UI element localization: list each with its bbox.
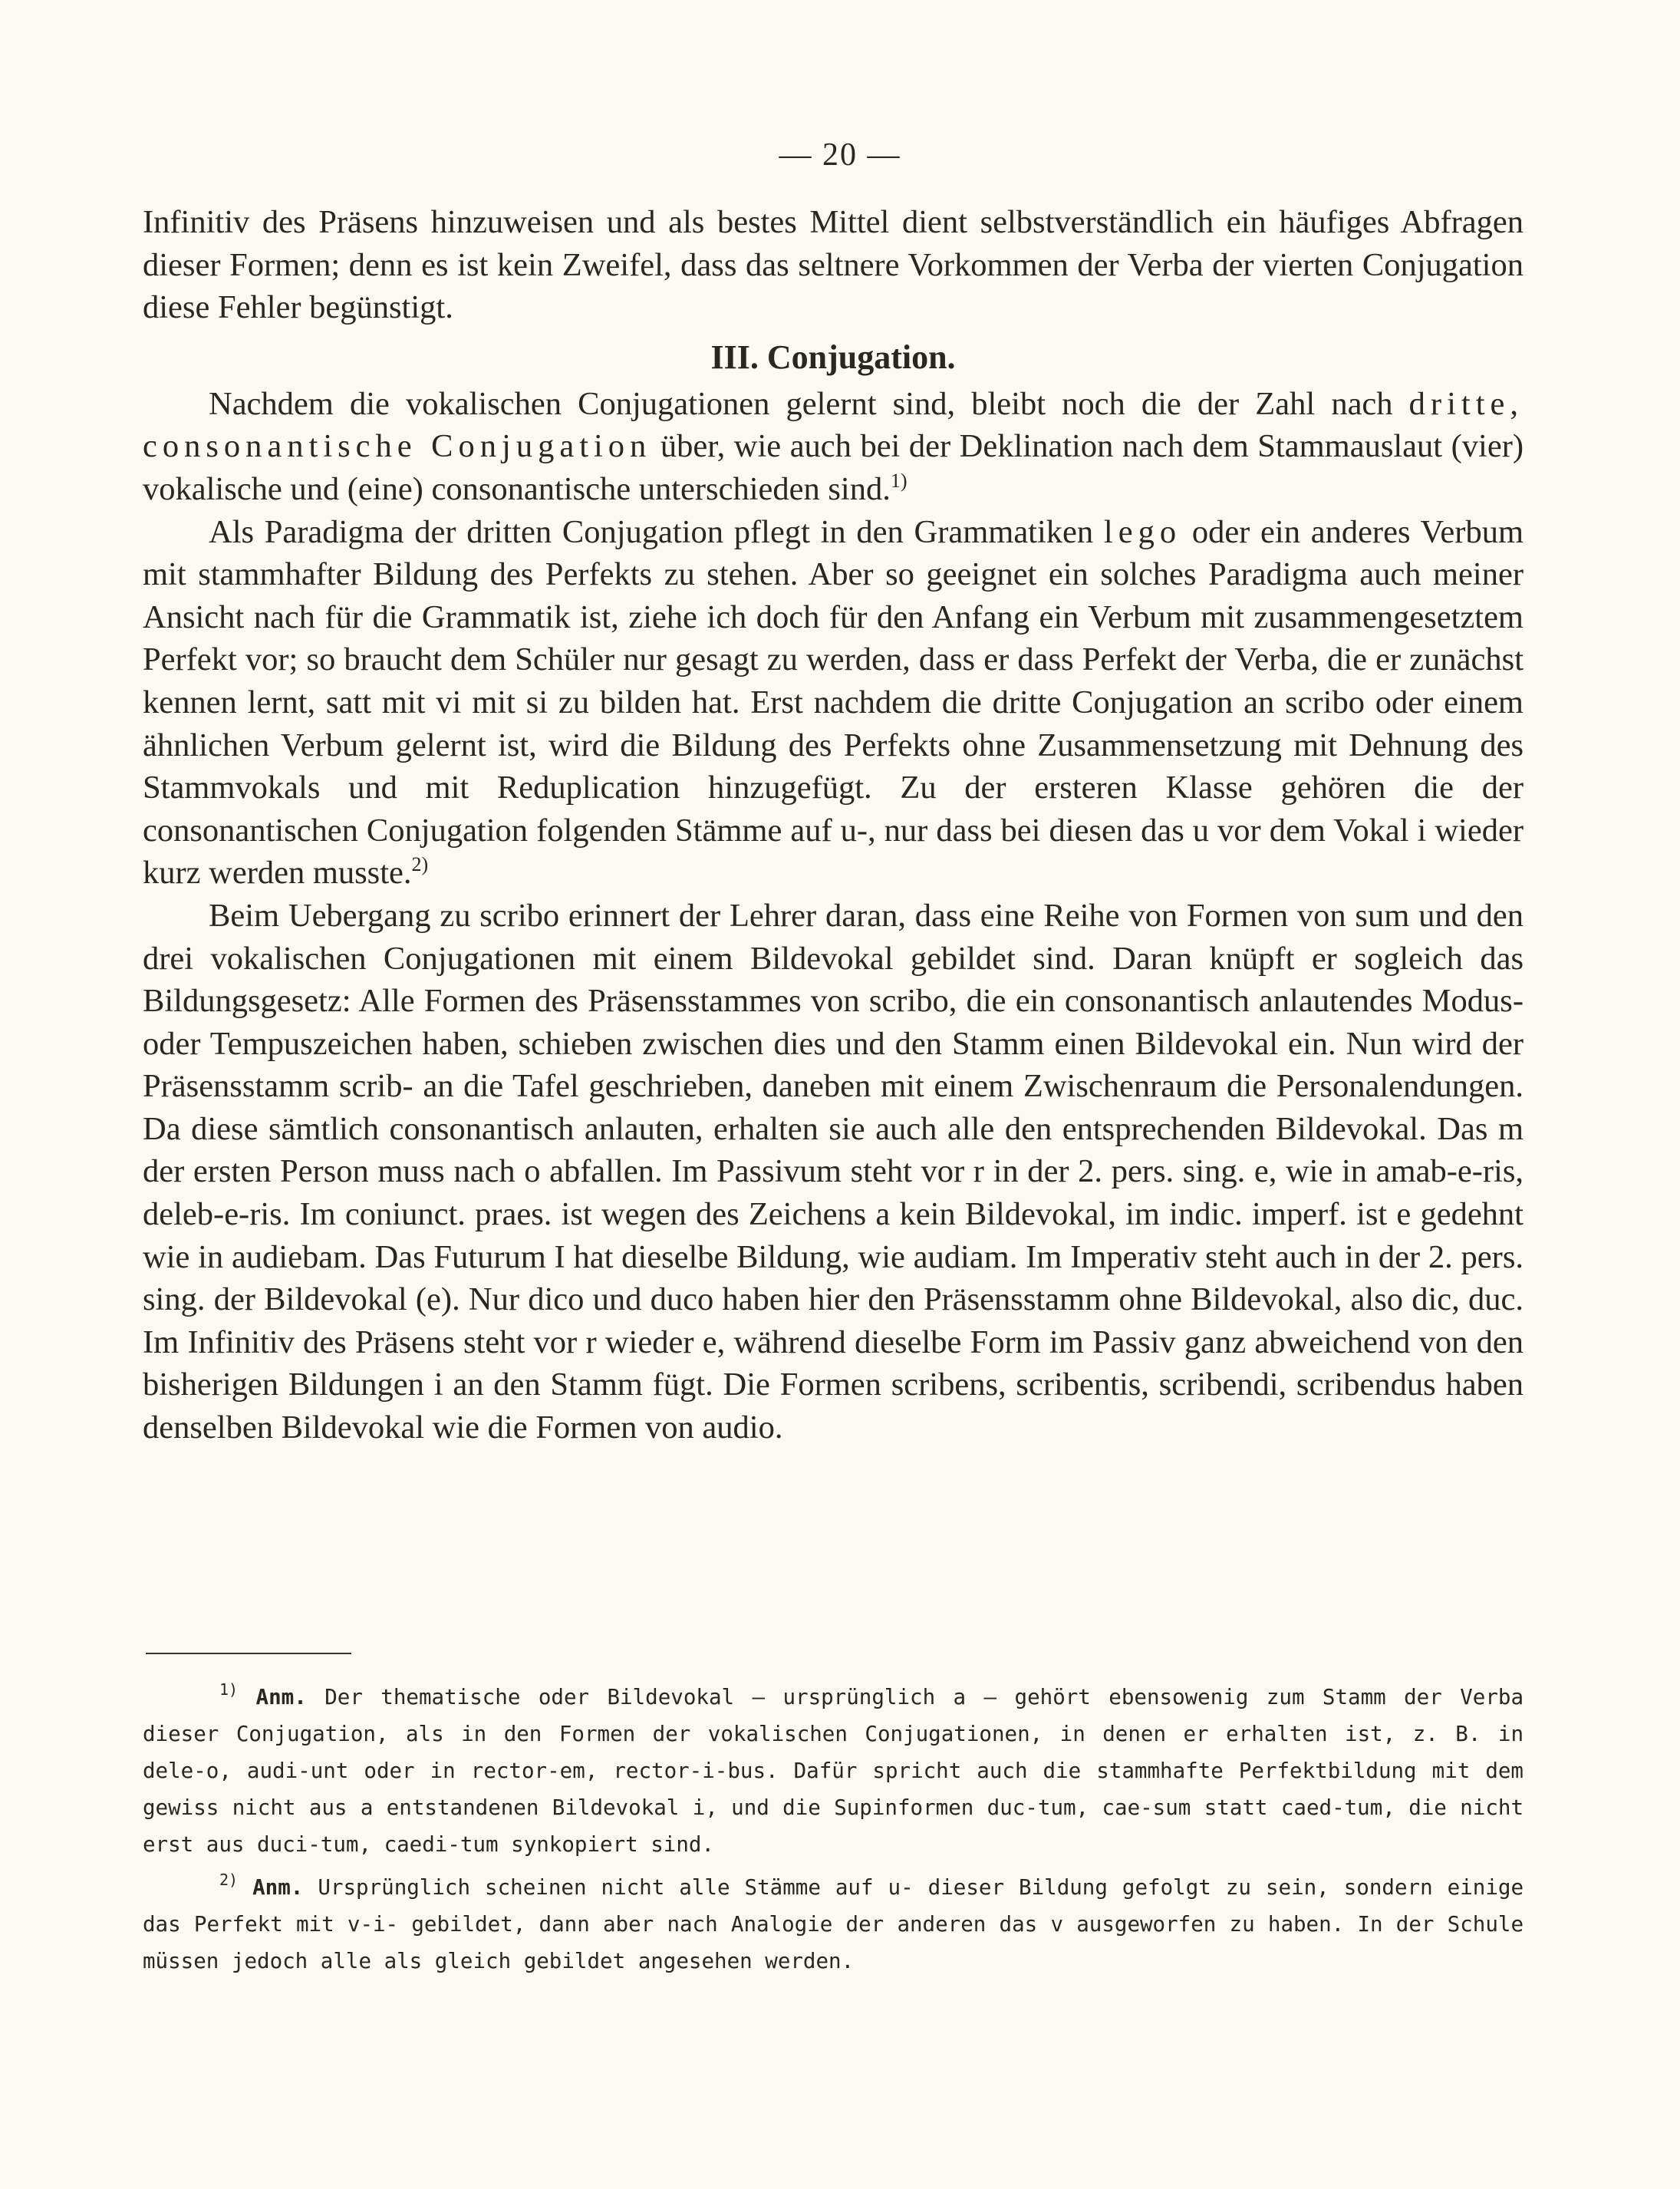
paragraph-intro-text-b: über, wie auch bei der Deklination nach dem Stammauslaut (vier) vokalische und (eine) consonantische unterschieden sind. [143, 428, 1524, 507]
paragraph-paradigm-text-a: Als Paradigma der dritten Conjugation pflegt in den Grammatiken [209, 513, 1094, 550]
page-number: — 20 — [779, 137, 901, 173]
footnote-2 [143, 1869, 1524, 1980]
footnote-1-number: 1) [219, 1680, 239, 1699]
paragraph-scribo: Beim Uebergang zu scribo erinnert der Lehrer daran, dass eine Reihe von Formen von sum und den drei vokalischen Conjugationen mit einem Bildevokal gebildet sind. Daran knüpft er sogleich das Bildungsgesetz: Alle Formen des Präsensstammes von scribo, die ein consonantisch anlautendes Modus- oder Tempuszeichen haben, schieben zwischen dies und den Stamm einen Bildevokal ein. Nun wird der Präsensstamm scrib- an die Tafel geschrieben, daneben mit einem Zwischenraum die Personalendungen. Da diese sämtlich consonantisch anlauten, erhalten sie auch alle den entsprechenden Bildevokal. Das m der ersten Person muss nach o abfallen. Im Passivum steht vor r in der 2. pers. sing. e, wie in amab-e-ris, deleb-e-ris. Im coniunct. praes. ist wegen des Zeichens a kein Bildevokal, im indic. imperf. ist e gedehnt wie in audiebam. Das Futurum I hat dieselbe Bildung, wie audiam. Im Imperativ steht auch in der 2. pers. sing. der Bildevokal (e). Nur dico und duco haben hier den Präsensstamm ohne Bildevokal, also dic, duc. Im Infinitiv des Präsens steht vor r wieder e, während dieselbe Form im Passiv ganz abweichend von den bisherigen Bildungen i an den Stamm fügt. Die Formen scribens, scribentis, scribendi, scribendus haben denselben Bildevokal wie die Formen von audio. [143, 897, 1524, 1446]
footnote-2-mark [219, 1871, 239, 1900]
footnote-1-mark [219, 1680, 239, 1709]
footnote-2-number: 2) [219, 1871, 239, 1889]
footnote-1-label: Anm. [255, 1685, 307, 1709]
main-text [143, 201, 1524, 1449]
paragraph-intro-text-a: Nachdem die vokalischen Conjugationen gelernt sind, bleibt noch die der Zahl nach [209, 385, 1393, 422]
footnote-divider [146, 1653, 351, 1654]
paragraph-paradigm [143, 511, 1524, 895]
emphasized-word: lego [1103, 513, 1182, 550]
footnote-1 [143, 1679, 1524, 1863]
paragraph-paradigm-text-b: oder ein anderes Verbum mit stammhafter Bildung des Perfekts zu stehen. Aber so geeignet ein solches Paradigma auch meiner Ansicht nach für die Grammatik ist, ziehe ich doch für den Anfang ein Verbum mit zusammengesetztem Perfekt vor; so braucht dem Schüler nur gesagt zu werden, dass er dass Perfekt der Verba, die er zunächst kennen lernt, satt mit vi mit si zu bilden hat. Erst nachdem die dritte Conjugation an scribo oder einem ähnlichen Verbum gelernt ist, wird die Bildung des Perfekts ohne Zusammensetzung mit Dehnung des Stammvokals und mit Reduplication hinzugefügt. Zu der ersteren Klasse gehören die der consonantischen Conjugation folgenden Stämme auf u-, nur dass bei diesen das u vor dem Vokal i wieder kurz werden musste. [143, 513, 1524, 892]
paragraph-intro [143, 383, 1524, 511]
footnotes-section [143, 1679, 1524, 1986]
footnote-1-text: Der thematische oder Bildevokal — ursprünglich a — gehört ebensowenig zum Stamm der Verba dieser Conjugation, als in den Formen der vokalischen Conjugationen, in denen er erhalten ist, z. B. in dele-o, audi-unt oder in rector-em, rector-i-bus. Dafür spricht auch die stammhafte Perfektbildung mit dem gewiss nicht aus a entstandenen Bildevokal i, und die Supinformen duc-tum, cae-sum statt caed-tum, die nicht erst aus duci-tum, caedi-tum synkopiert sind. [143, 1685, 1524, 1857]
footnote-reference-2: 2) [411, 853, 429, 876]
footnote-2-label: Anm. [252, 1875, 304, 1900]
section-heading: III. Conjugation. [710, 338, 956, 376]
paragraph-continuation: Infinitiv des Präsens hinzuweisen und als bestes Mittel dient selbstverständlich ein häufiges Abfragen dieser Formen; denn es ist kein Zweifel, dass das seltnere Vorkommen der Verba der vierten Conjugation diese Fehler begünstigt. [143, 204, 1524, 326]
footnote-2-text: Ursprünglich scheinen nicht alle Stämme auf u- dieser Bildung gefolgt zu sein, sondern einige das Perfekt mit v-i- gebildet, dann aber nach Analogie der anderen das v ausgeworfen zu haben. In der Schule müssen jedoch alle als gleich gebildet angesehen werden. [143, 1875, 1524, 1973]
emphasized-term: dritte, consonantische Conjugation [143, 385, 1524, 465]
footnote-reference-1: 1) [890, 469, 908, 492]
